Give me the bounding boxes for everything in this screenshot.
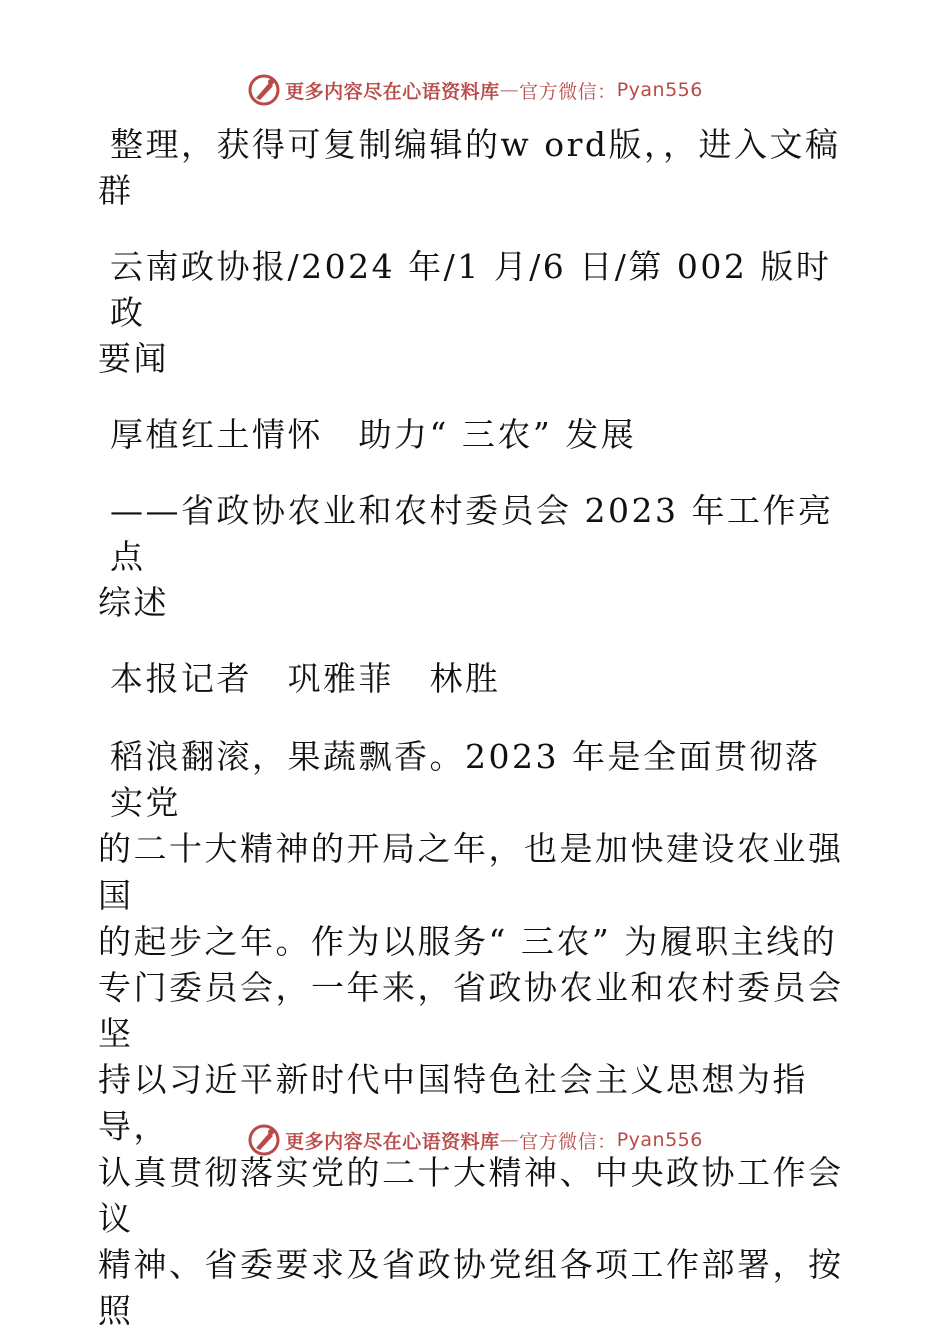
- pen-seal-icon: [247, 73, 281, 107]
- watermark-id: Pyan556: [616, 79, 703, 101]
- source-line-1: 云南政协报/2024 年/1 月/6 日/第 002 版时政: [110, 247, 832, 332]
- body-line: 认真贯彻落实党的二十大精神、中央政协工作会议: [98, 1152, 844, 1239]
- body-line: 精神、省委要求及省政协党组各项工作部署，按照: [98, 1245, 844, 1331]
- body-line: 的二十大精神的开局之年，也是加快建设农业强国: [98, 829, 844, 915]
- source-line-2: 要闻: [98, 339, 169, 378]
- headline: 厚植红土情怀 助力“ 三农” 发展: [110, 415, 637, 454]
- byline: 本报记者 巩雅菲 林胜: [110, 659, 501, 698]
- subtitle-line-2: 综述: [98, 583, 169, 622]
- watermark-dash: —: [499, 79, 520, 101]
- watermark-title: 更多内容尽在心语资料库: [285, 1130, 500, 1153]
- watermark-banner-bottom: [0, 1120, 950, 1160]
- watermark-official: 官方微信：: [519, 80, 617, 103]
- body-line: 专门委员会，一年来，省政协农业和农村委员会坚: [98, 968, 844, 1054]
- watermark-dash: —: [499, 1129, 520, 1151]
- intro-line-1: 整理，获得可复制编辑的w ord版，，进入文稿: [110, 125, 841, 164]
- watermark-official: 官方微信：: [519, 1130, 617, 1153]
- intro-line-2: 群: [98, 171, 134, 210]
- watermark-id: Pyan556: [616, 1129, 703, 1151]
- body-line: 的起步之年。作为以服务“ 三农” 为履职主线的: [98, 921, 838, 961]
- body-line: 稻浪翻滚，果蔬飘香。2023 年是全面贯彻落实党: [110, 737, 821, 823]
- body-line: 持以习近平新时代中国特色社会主义思想为指导，: [98, 1060, 808, 1146]
- body-paragraph: [98, 734, 850, 1335]
- watermark-banner-top: [0, 70, 950, 110]
- watermark-title: 更多内容尽在心语资料库: [285, 80, 500, 103]
- pen-seal-icon: [247, 1123, 281, 1157]
- subtitle-line-1: ——省政协农业和农村委员会 2023 年工作亮点: [110, 491, 834, 576]
